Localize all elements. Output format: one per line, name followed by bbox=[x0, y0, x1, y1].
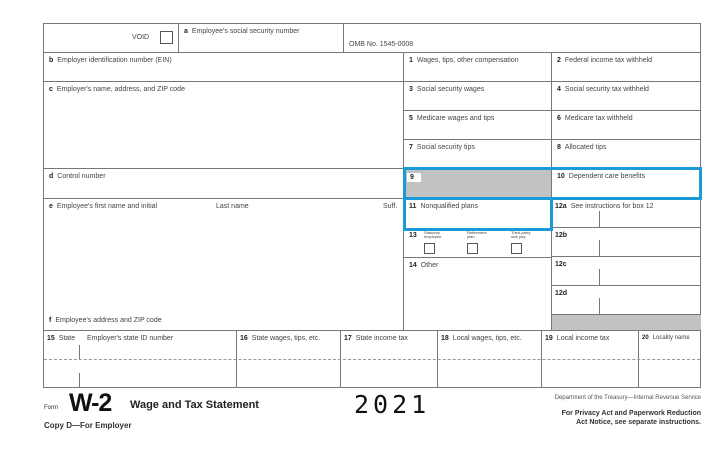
box-d-control[interactable] bbox=[44, 169, 404, 199]
state-divider bbox=[79, 373, 80, 387]
box-9: 9 bbox=[404, 169, 552, 199]
third-party-sick-pay-label: Third-party sick pay bbox=[511, 230, 531, 239]
box-e-label: e Employee's first name and initial bbox=[49, 203, 158, 210]
box-16[interactable]: 16 State wages, tips, etc. bbox=[237, 331, 341, 388]
box-12d[interactable]: 12d bbox=[552, 286, 701, 315]
suffix-label: Suff. bbox=[383, 203, 398, 210]
box-a-label: a Employee's social security number bbox=[184, 28, 300, 35]
code-divider bbox=[599, 240, 600, 256]
box-10[interactable]: 10 Dependent care benefits bbox=[552, 169, 701, 199]
state-divider bbox=[79, 345, 80, 359]
box-7[interactable]: 7 Social security tips bbox=[404, 140, 552, 169]
box-12a[interactable]: 12a See instructions for box 12 bbox=[552, 199, 701, 228]
box-c-label: c Employer's name, address, and ZIP code bbox=[49, 86, 185, 93]
last-name-label: Last name bbox=[216, 203, 249, 210]
privacy-notice-2: Act Notice, see separate instructions. bbox=[576, 419, 701, 426]
w2-form bbox=[43, 23, 701, 388]
state-row-divider bbox=[44, 359, 700, 360]
box-13: 13 Statutory employee Retirement plan Third-party sick pay bbox=[404, 229, 552, 258]
box-b-ein[interactable] bbox=[44, 53, 404, 82]
box-6[interactable]: 6 Medicare tax withheld bbox=[552, 111, 701, 140]
void-cell bbox=[44, 24, 179, 53]
box-17[interactable]: 17 State income tax bbox=[341, 331, 438, 388]
box-11[interactable]: 11 Nonqualified plans bbox=[404, 199, 552, 229]
state-id-label: Employer's state ID number bbox=[87, 335, 174, 342]
box-a-ssn[interactable] bbox=[179, 24, 344, 53]
box-d-label: d Control number bbox=[49, 173, 106, 180]
box-2[interactable]: 2 Federal income tax withheld bbox=[552, 53, 701, 82]
retirement-plan-label: Retirement plan bbox=[467, 230, 487, 239]
box-f-label: f Employee's address and ZIP code bbox=[49, 317, 162, 324]
box-c-employer[interactable] bbox=[44, 82, 404, 169]
form-word: Form bbox=[44, 405, 58, 411]
box-12c[interactable]: 12c bbox=[552, 257, 701, 286]
box-8[interactable]: 8 Allocated tips bbox=[552, 140, 701, 169]
void-label: VOID bbox=[132, 34, 150, 41]
code-divider bbox=[599, 211, 600, 227]
form-name: W-2 bbox=[69, 389, 112, 417]
box-b-label: b Employer identification number (EIN) bbox=[49, 57, 172, 64]
privacy-notice-1: For Privacy Act and Paperwork Reduction bbox=[561, 410, 701, 417]
box-12b[interactable]: 12b bbox=[552, 228, 701, 257]
omb-number: OMB No. 1545-0008 bbox=[349, 41, 414, 48]
retirement-plan-checkbox[interactable] bbox=[467, 243, 478, 254]
copy-label: Copy D—For Employer bbox=[44, 421, 132, 430]
box-1[interactable]: 1 Wages, tips, other compensation bbox=[404, 53, 552, 82]
omb-cell bbox=[344, 24, 701, 53]
third-party-sick-pay-checkbox[interactable] bbox=[511, 243, 522, 254]
tax-year: 2021 bbox=[354, 390, 431, 419]
box-3[interactable]: 3 Social security wages bbox=[404, 82, 552, 111]
box-e-employee[interactable] bbox=[44, 199, 404, 331]
box-19[interactable]: 19 Local income tax bbox=[542, 331, 639, 388]
code-divider bbox=[599, 269, 600, 285]
statutory-employee-label: Statutory employee bbox=[424, 230, 442, 239]
form-title: Wage and Tax Statement bbox=[130, 399, 259, 411]
box-15[interactable]: 15 State Employer's state ID number bbox=[44, 331, 237, 388]
box-20[interactable]: 20 Locality name bbox=[639, 331, 701, 388]
box-12-shaded bbox=[552, 315, 701, 331]
code-divider bbox=[599, 298, 600, 314]
box-18[interactable]: 18 Local wages, tips, etc. bbox=[438, 331, 542, 388]
department-label: Department of the Treasury—Internal Revenue Service bbox=[554, 395, 701, 401]
void-checkbox[interactable] bbox=[160, 31, 173, 44]
box-14[interactable]: 14 Other bbox=[404, 258, 552, 331]
box-4[interactable]: 4 Social security tax withheld bbox=[552, 82, 701, 111]
box-5[interactable]: 5 Medicare wages and tips bbox=[404, 111, 552, 140]
statutory-employee-checkbox[interactable] bbox=[424, 243, 435, 254]
